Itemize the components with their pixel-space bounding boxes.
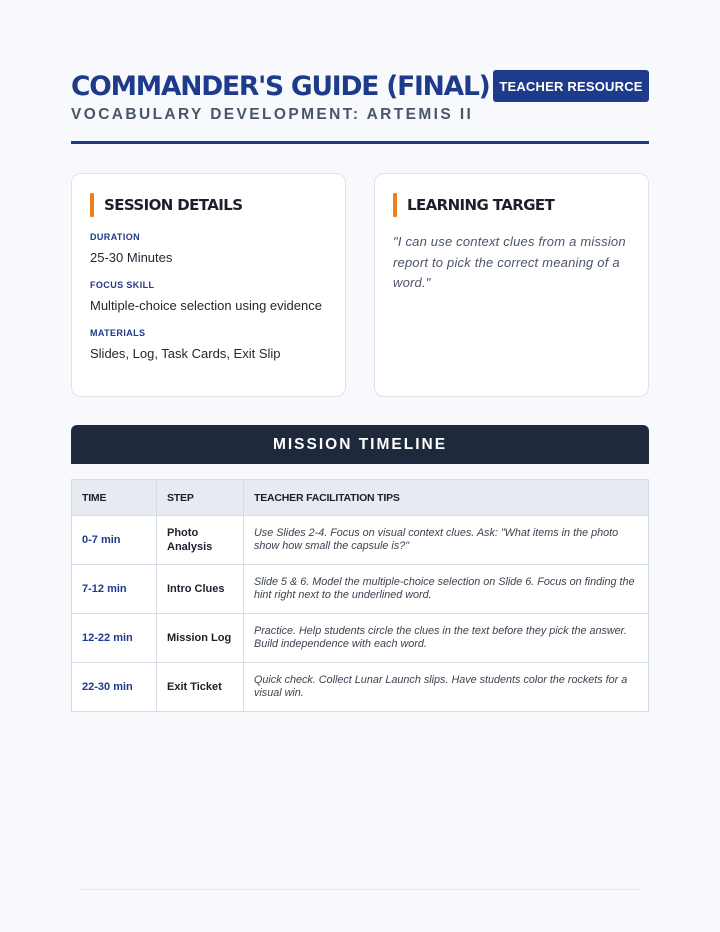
learning-target-card [374,173,649,397]
row-step: Exit Ticket [157,663,244,712]
info-cards [71,173,649,397]
teacher-resource-badge: TEACHER RESOURCE [493,70,649,102]
footer-divider [80,889,640,890]
table-header-row [72,480,649,516]
row-time: 7-12 min [72,565,157,614]
accent-bar [90,193,94,217]
table-row [72,516,649,565]
accent-bar [393,193,397,217]
session-details-header [90,192,327,218]
row-time: 12-22 min [72,614,157,663]
table-row [72,565,649,614]
table-row [72,663,649,712]
row-time: 0-7 min [72,516,157,565]
learning-target-quote: "I can use context clues from a mission report to pick the correct meaning of a word." [393,234,626,290]
learning-target-title: LEARNING TARGET [407,196,555,214]
page-subtitle: VOCABULARY DEVELOPMENT: ARTEMIS II [71,106,474,123]
duration-value: 25-30 Minutes [90,250,173,265]
session-details-card [71,173,346,397]
mission-timeline-title: MISSION TIMELINE [71,425,649,464]
focus-skill-value: Multiple-choice selection using evidence [90,298,322,313]
page-title: COMMANDER'S GUIDE (FINAL) [71,71,490,102]
column-header-time: TIME [72,480,157,516]
table-row [72,614,649,663]
row-time: 22-30 min [72,663,157,712]
page-header [71,70,649,130]
row-step: Mission Log [157,614,244,663]
column-header-tips: TEACHER FACILITATION TIPS [244,480,649,516]
row-step: Intro Clues [157,565,244,614]
row-tip: Slide 5 & 6. Model the multiple-choice selection on Slide 6. Focus on finding the hint right next to the underlined word. [244,565,649,614]
row-step: Photo Analysis [157,516,244,565]
materials-value: Slides, Log, Task Cards, Exit Slip [90,346,281,361]
session-details-title: SESSION DETAILS [104,196,243,214]
learning-target-header [393,192,630,218]
duration-label: DURATION [90,232,141,242]
mission-timeline-table [71,479,649,712]
row-tip: Quick check. Collect Lunar Launch slips. Have students color the rockets for a visual win. [244,663,649,712]
row-tip: Use Slides 2-4. Focus on visual context clues. Ask: "What items in the photo show how small the capsule is?" [244,516,649,565]
column-header-step: STEP [157,480,244,516]
focus-skill-label: FOCUS SKILL [90,280,155,290]
row-tip: Practice. Help students circle the clues in the text before they pick the answer. Build independence with each word. [244,614,649,663]
header-divider [71,141,649,144]
materials-label: MATERIALS [90,328,146,338]
